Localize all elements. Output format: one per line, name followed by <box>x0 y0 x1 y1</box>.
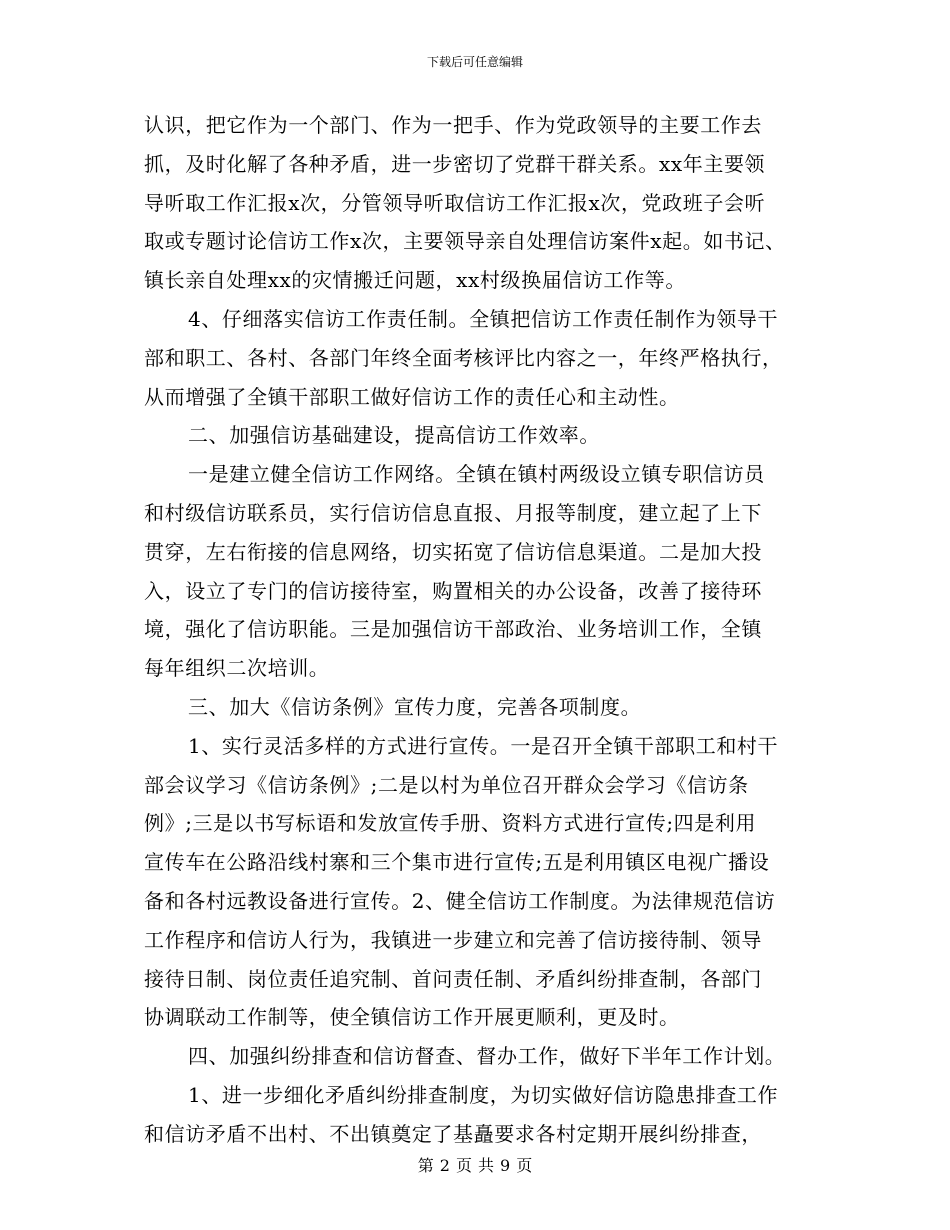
footer-current-page: 2 <box>439 1156 450 1175</box>
footer-prefix: 第 <box>417 1156 434 1175</box>
text-line: 和村级信访联系员，实行信访信息直报、月报等制度，建立起了上下 <box>144 500 762 525</box>
document-body <box>144 106 812 1154</box>
text-line: 导听取工作汇报x次，分管领导听取信访工作汇报x次，党政班子会听 <box>144 190 766 215</box>
text-line: 1、进一步细化矛盾纠纷排查制度，为切实做好信访隐患排查工作 <box>188 1082 779 1107</box>
text-line: 镇长亲自处理xx的灾情搬迁问题，xx村级换届信访工作等。 <box>144 268 686 293</box>
text-line: 备和各村远教设备进行宣传。2、健全信访工作制度。为法律规范信访 <box>144 888 776 913</box>
text-line: 贯穿，左右衔接的信息网络，切实拓宽了信访信息渠道。二是加大投 <box>144 539 762 564</box>
text-line: 境，强化了信访职能。三是加强信访干部政治、业务培训工作，全镇 <box>144 617 762 642</box>
text-line: 从而增强了全镇干部职工做好信访工作的责任心和主动性。 <box>144 384 680 409</box>
text-line: 二、加强信访基础建设，提高信访工作效率。 <box>188 423 600 448</box>
text-line: 4、仔细落实信访工作责任制。全镇把信访工作责任制作为领导干 <box>188 306 779 331</box>
text-line: 协调联动工作制等，使全镇信访工作开展更顺利，更及时。 <box>144 1005 680 1030</box>
text-line: 一是建立健全信访工作网络。全镇在镇村两级设立镇专职信访员 <box>188 462 765 487</box>
footer-page-word: 页 <box>455 1156 472 1175</box>
text-line: 部和职工、各村、各部门年终全面考核评比内容之一，年终严格执行， <box>144 345 783 370</box>
text-line: 每年组织二次培训。 <box>144 656 330 681</box>
footer-total-pages: 9 <box>500 1156 511 1175</box>
text-line: 宣传车在公路沿线村寨和三个集市进行宣传;五是利用镇区电视广播设 <box>144 850 770 875</box>
footer-total-word: 共 <box>478 1156 495 1175</box>
page-footer <box>0 1156 950 1176</box>
text-line: 抓，及时化解了各种矛盾，进一步密切了党群干群关系。xx年主要领 <box>144 151 766 176</box>
text-line: 入，设立了专门的信访接待室，购置相关的办公设备，改善了接待环 <box>144 578 762 603</box>
text-line: 例》;三是以书写标语和发放宣传手册、资料方式进行宣传;四是利用 <box>144 811 757 836</box>
text-line: 和信访矛盾不出村、不出镇奠定了基矗要求各村定期开展纠纷排查， <box>144 1121 762 1146</box>
text-line: 认识，把它作为一个部门、作为一把手、作为党政领导的主要工作去 <box>144 113 762 137</box>
text-line: 工作程序和信访人行为，我镇进一步建立和完善了信访接待制、领导 <box>144 927 762 952</box>
text-line: 四、加强纠纷排查和信访督查、督办工作，做好下半年工作计划。 <box>188 1044 786 1069</box>
text-line: 取或专题讨论信访工作x次，主要领导亲自处理信访案件x起。如书记、 <box>144 229 786 254</box>
footer-suffix: 页 <box>516 1156 533 1175</box>
text-line: 三、加大《信访条例》宣传力度，完善各项制度。 <box>188 694 642 719</box>
text-line: 1、实行灵活多样的方式进行宣传。一是召开全镇干部职工和村干 <box>188 733 779 758</box>
page-header: 下载后可任意编辑 <box>426 55 523 69</box>
text-line: 部会议学习《信访条例》;二是以村为单位召开群众会学习《信访条 <box>144 772 749 797</box>
text-line: 接待日制、岗位责任追究制、首问责任制、矛盾纠纷排查制，各部门 <box>144 966 762 991</box>
